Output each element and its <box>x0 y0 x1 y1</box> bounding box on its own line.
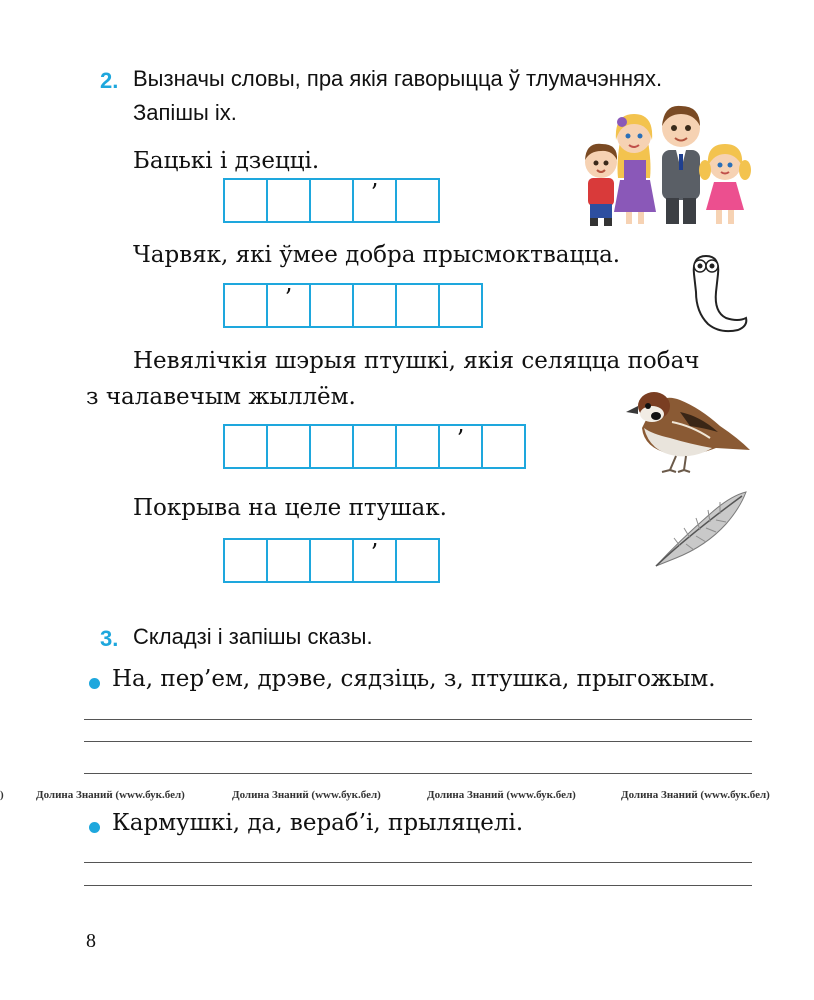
watermark: Долина Знаний (www.бук.бел) <box>621 789 770 801</box>
answer-grid-3[interactable] <box>223 424 526 469</box>
writing-line-1[interactable] <box>84 719 752 720</box>
task-2-instruction-line1: Вызначы словы, пра якія гаворыцца ў тлумачэннях. <box>133 66 663 91</box>
answer-grid-2[interactable] <box>223 283 483 328</box>
letter-cell[interactable] <box>223 424 268 469</box>
sentence-1: На, пер’ем, дрэве, сядзіць, з, птушка, прыгожым. <box>112 666 716 692</box>
definition-2: Чарвяк, які ўмее добра прысмоктвацца. <box>133 242 621 268</box>
letter-cell-apostrophe[interactable] <box>352 178 397 223</box>
writing-line-3[interactable] <box>84 773 752 774</box>
sparrow-illustration <box>620 382 754 474</box>
letter-cell[interactable] <box>309 538 354 583</box>
letter-cell[interactable] <box>223 283 268 328</box>
watermark: Долина Знаний (www.бук.бел) <box>36 789 185 801</box>
letter-cell[interactable] <box>309 283 354 328</box>
answer-grid-1[interactable] <box>223 178 440 223</box>
boy-figure <box>585 144 617 226</box>
letter-cell[interactable] <box>395 178 440 223</box>
definition-1: Бацькі і дзецці. <box>133 148 320 174</box>
apostrophe-mark: ’ <box>370 179 379 207</box>
father-figure <box>662 106 700 224</box>
mother-figure <box>614 114 656 224</box>
task-3-number: 3. <box>100 626 119 651</box>
letter-cell[interactable] <box>266 178 311 223</box>
watermark-fragment: ) <box>0 789 4 801</box>
bullet-2 <box>89 822 100 833</box>
writing-line-4[interactable] <box>84 862 752 863</box>
watermark: Долина Знаний (www.бук.бел) <box>427 789 576 801</box>
sentence-2: Кармушкі, да, вераб’і, прыляцелі. <box>112 810 524 836</box>
definition-3-line1: Невялічкія шэрыя птушкі, якія селяцца побач <box>133 348 700 374</box>
letter-cell[interactable] <box>395 424 440 469</box>
letter-cell[interactable] <box>266 538 311 583</box>
apostrophe-mark: ’ <box>456 425 465 453</box>
leech-drawing <box>680 252 750 338</box>
letter-cell[interactable] <box>352 424 397 469</box>
task-3-instruction: Складзі і запішы сказы. <box>133 624 373 649</box>
letter-cell[interactable] <box>266 424 311 469</box>
definition-3-line2: з чалавечым жыллём. <box>86 384 356 410</box>
feather-illustration <box>650 488 750 570</box>
girl-figure <box>699 144 751 224</box>
letter-cell-apostrophe[interactable] <box>266 283 311 328</box>
definition-4: Покрыва на целе птушак. <box>133 495 447 521</box>
letter-cell[interactable] <box>309 424 354 469</box>
task-2-instruction-line2: Запішы іх. <box>133 100 237 125</box>
page-number: 8 <box>86 930 96 952</box>
letter-cell[interactable] <box>395 538 440 583</box>
letter-cell[interactable] <box>481 424 526 469</box>
family-illustration <box>578 100 754 230</box>
letter-cell[interactable] <box>223 178 268 223</box>
apostrophe-mark: ’ <box>284 284 293 312</box>
watermark: Долина Знаний (www.бук.бел) <box>232 789 381 801</box>
writing-line-5[interactable] <box>84 885 752 886</box>
letter-cell[interactable] <box>438 283 483 328</box>
answer-grid-4[interactable] <box>223 538 440 583</box>
letter-cell[interactable] <box>223 538 268 583</box>
letter-cell-apostrophe[interactable] <box>438 424 483 469</box>
letter-cell[interactable] <box>395 283 440 328</box>
bullet-1 <box>89 678 100 689</box>
apostrophe-mark: ’ <box>370 539 379 567</box>
writing-line-2[interactable] <box>84 741 752 742</box>
letter-cell[interactable] <box>352 283 397 328</box>
task-2-number: 2. <box>100 68 119 93</box>
letter-cell-apostrophe[interactable] <box>352 538 397 583</box>
letter-cell[interactable] <box>309 178 354 223</box>
